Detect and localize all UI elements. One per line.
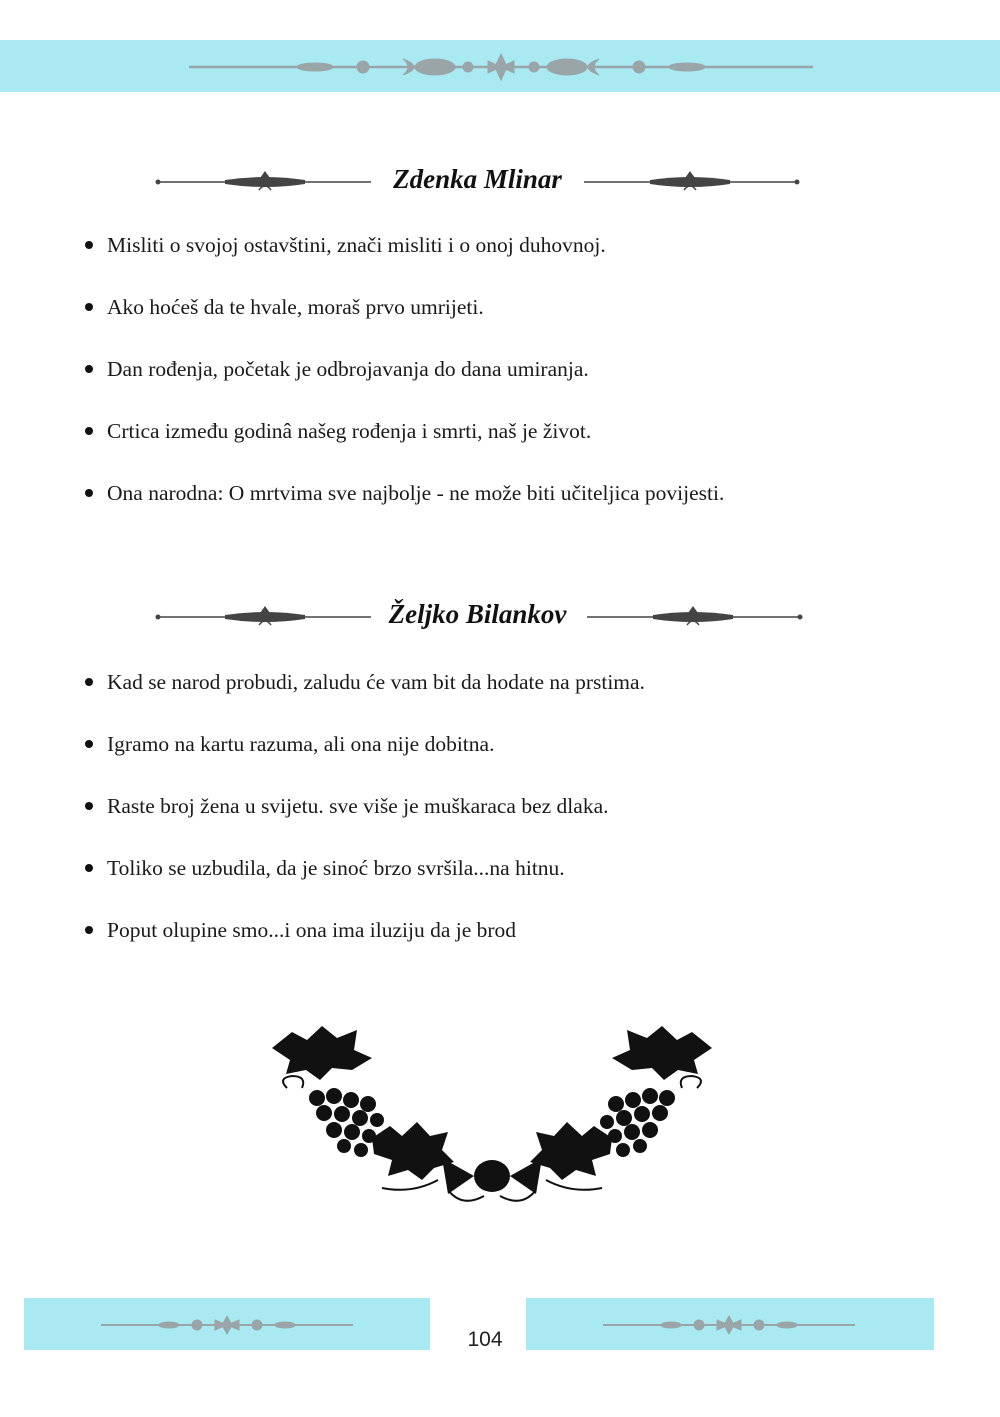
- quote-list-1: [80, 230, 940, 540]
- quote-text: Ako hoćeš da te hvale, moraš prvo umrijeti.: [107, 295, 484, 319]
- list-item: [80, 915, 940, 977]
- list-item: [80, 667, 940, 729]
- bullet-icon: [85, 926, 93, 934]
- top-header-band: [0, 40, 1000, 92]
- list-item: [80, 230, 940, 292]
- footer-band-right: [526, 1298, 934, 1350]
- page-number: 104: [467, 1328, 503, 1351]
- quote-text: Misliti o svojoj ostavštini, znači misliti i o onoj duhovnoj.: [107, 233, 606, 257]
- list-item: [80, 791, 940, 853]
- bullet-icon: [85, 489, 93, 497]
- fleur-divider-icon: [583, 605, 803, 629]
- footer-band-left: [24, 1298, 430, 1350]
- bullet-icon: [85, 740, 93, 748]
- quote-text: Poput olupine smo...i ona ima iluziju da je brod: [107, 918, 517, 942]
- bullet-icon: [85, 427, 93, 435]
- scroll-ornament-icon: [99, 1310, 355, 1340]
- scroll-ornament-icon: [185, 46, 817, 86]
- quote-text: Ona narodna: O mrtvima sve najbolje - ne može biti učiteljica povijesti.: [107, 481, 725, 505]
- grapevine-vignette-icon: [262, 1018, 722, 1218]
- quote-text: Kad se narod probudi, zaludu će vam bit da hodate na prstima.: [107, 670, 645, 694]
- bullet-icon: [85, 365, 93, 373]
- section-title-2: [155, 597, 800, 637]
- list-item: [80, 292, 940, 354]
- quote-text: Crtica između godinâ našeg rođenja i smrti, naš je život.: [107, 419, 592, 443]
- bullet-icon: [85, 802, 93, 810]
- fleur-divider-icon: [580, 170, 800, 194]
- list-item: [80, 478, 940, 540]
- author-name: Zdenka Mlinar: [393, 164, 562, 194]
- bullet-icon: [85, 303, 93, 311]
- author-name: Željko Bilankov: [388, 599, 567, 629]
- scroll-ornament-icon: [601, 1310, 857, 1340]
- quote-text: Igramo na kartu razuma, ali ona nije dobitna.: [107, 732, 495, 756]
- quote-text: Toliko se uzbudila, da je sinoć brzo svršila...na hitnu.: [107, 856, 565, 880]
- list-item: [80, 354, 940, 416]
- section-title-1: [155, 162, 800, 202]
- bullet-icon: [85, 241, 93, 249]
- quote-text: Dan rođenja, početak je odbrojavanja do dana umiranja.: [107, 357, 589, 381]
- list-item: [80, 729, 940, 791]
- list-item: [80, 416, 940, 478]
- bullet-icon: [85, 864, 93, 872]
- list-item: [80, 853, 940, 915]
- bullet-icon: [85, 678, 93, 686]
- quote-list-2: [80, 667, 940, 977]
- quote-text: Raste broj žena u svijetu. sve više je muškaraca bez dlaka.: [107, 794, 609, 818]
